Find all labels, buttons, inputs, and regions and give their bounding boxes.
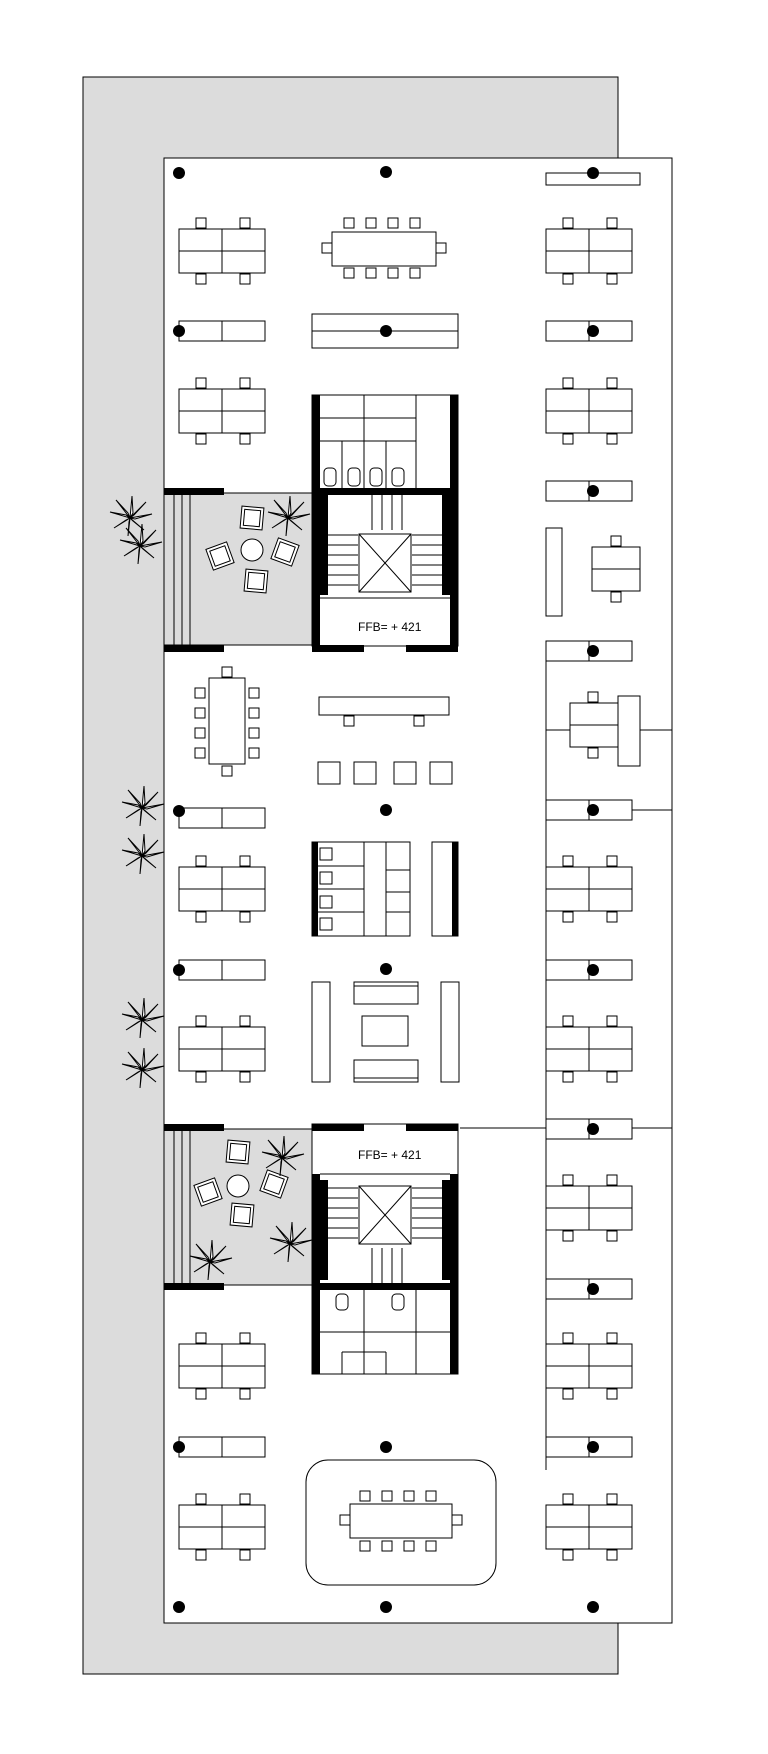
column-icon bbox=[380, 325, 392, 337]
column-icon bbox=[587, 1441, 599, 1453]
column-icon bbox=[173, 964, 185, 976]
bench-icon bbox=[179, 1437, 265, 1457]
column-icon bbox=[173, 1601, 185, 1613]
column-icon bbox=[380, 1601, 392, 1613]
column-icon bbox=[173, 325, 185, 337]
column-icon bbox=[173, 167, 185, 179]
column-icon bbox=[587, 964, 599, 976]
column-icon bbox=[587, 1123, 599, 1135]
level-label-upper: FFB= + 421 bbox=[358, 620, 422, 634]
column-icon bbox=[173, 1441, 185, 1453]
column-icon bbox=[587, 325, 599, 337]
bench-icon bbox=[179, 808, 265, 828]
column-icon bbox=[380, 1441, 392, 1453]
core-lower bbox=[312, 1124, 458, 1374]
column-icon bbox=[587, 485, 599, 497]
level-label-lower: FFB= + 421 bbox=[358, 1148, 422, 1162]
storage-block bbox=[312, 842, 458, 936]
core-upper bbox=[312, 395, 458, 652]
desks-left bbox=[179, 218, 265, 1560]
lounge-chair-icon bbox=[240, 506, 264, 530]
meeting-room-bottom bbox=[306, 1460, 496, 1585]
column-icon bbox=[380, 166, 392, 178]
column-icon bbox=[587, 1283, 599, 1295]
column-icon bbox=[587, 804, 599, 816]
column-icon bbox=[173, 805, 185, 817]
lounge-chair-icon bbox=[226, 1140, 250, 1164]
counter bbox=[319, 697, 449, 715]
column-icon bbox=[587, 1601, 599, 1613]
lounge-chair-icon bbox=[244, 569, 268, 593]
column-icon bbox=[380, 963, 392, 975]
bench-icon bbox=[179, 960, 265, 980]
lounge-lower bbox=[164, 1124, 312, 1290]
lounge-chair-icon bbox=[230, 1203, 254, 1227]
column-icon bbox=[380, 804, 392, 816]
elevator-icon bbox=[359, 1186, 411, 1244]
elevator-icon bbox=[359, 534, 411, 592]
column-icon bbox=[587, 645, 599, 657]
column-icon bbox=[587, 167, 599, 179]
bench-icon bbox=[179, 321, 265, 341]
